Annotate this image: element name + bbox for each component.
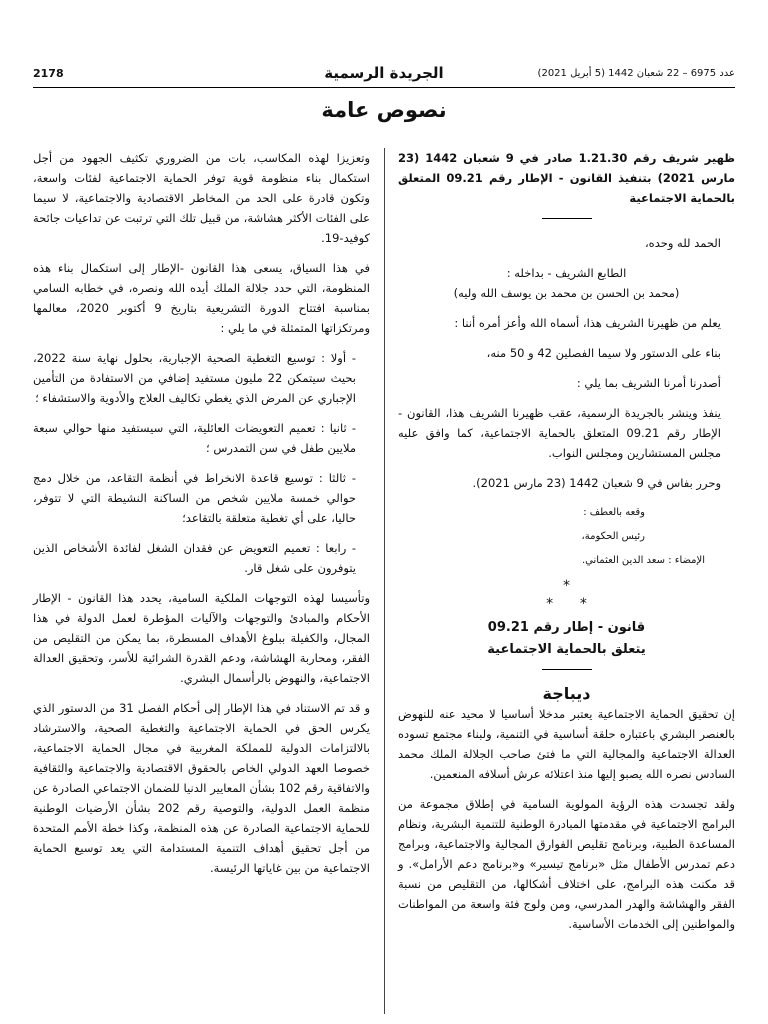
- issue-info: عدد 6975 – 22 شعبان 1442 (5 أبريل 2021): [537, 68, 735, 79]
- right-column: [398, 148, 735, 944]
- body-paragraph-1: وتعزيزا لهذه المكاسب، بات من الضروري تكثيف الجهود من أجل استكمال بناء منظومة قوية توفر الحماية الاجتماعية لفئات واسعة، وتكون قادرة على الحد من المخاطر الاقتصادية والاجتماعية، لا سيما على الفئات الأكثر هشاشة، من قبيل تلك التي ترتبت عن تداعيات جائحة كوفيد-19.: [33, 151, 370, 245]
- body-paragraph-2: في هذا السياق، يسعى هذا القانون -الإطار إلى استكمال بناء هذه المنظومة، التي حدد جلالة الملك أيده الله ونصره، في خطابه السامي بمناسبة افتتاح الدورة التشريعية بتاريخ 9 أكتوبر 2020، معالمها ومرتكزاتها المتمثلة في ما يلي :: [33, 261, 370, 335]
- law-title: قانون - إطار رقم 09.21: [487, 620, 646, 635]
- header-rule: [33, 87, 735, 88]
- asterisk-top: *: [563, 578, 570, 594]
- preamble-heading: ديباجة: [542, 684, 591, 703]
- bullet-item-1: - أولا : توسيع التغطية الصحية الإجبارية، بحلول نهاية سنة 2022، بحيث سيتمكن 22 مليون مستفيد إضافي من الاستفادة من التأمين الإجباري عن المرض الذي يغطي تكاليف العلاج والأدوية والاستشفاء ؛: [33, 351, 356, 405]
- page-header: [33, 64, 735, 84]
- seal-name: (محمد بن الحسن بن محمد بن يوسف الله وليه): [453, 286, 680, 300]
- pm-title: رئيس الحكومة،: [581, 531, 645, 542]
- gazette-title: الجريدة الرسمية: [324, 64, 444, 82]
- basis-line: بناء على الدستور ولا سيما الفصلين 42 و 50 منه،: [486, 346, 721, 360]
- bullet-item-3: - ثالثا : توسيع قاعدة الانخراط في أنظمة التقاعد، من خلال دمج حوالي خمسة ملايين شخص من الساكنة النشيطة التي لا تتوفر، حاليا، على أي تغطية متعلقة بالتقاعد؛: [33, 471, 356, 525]
- bullet-item-4: - رابعا : تعميم التعويض عن فقدان الشغل لفائدة الأشخاص الذين يتوفرون على شغل قار.: [33, 541, 356, 575]
- preamble-paragraph-2: ولقد تجسدت هذه الرؤية المولوية السامية في إطلاق مجموعة من البرامج الاجتماعية في مقدمتها المبادرة الوطنية للتنمية البشرية، ونظام المساعدة الطبية، وبرنامج تقليص الفوارق المجالية والاجتماعية، وبرامج دعم تمدرس الأطفال مثل «برنامج تيسير» و«برنامج دعم الأرامل». و قد مكنت هذه البرامج، على اختلاف أشكالها، من التقليص من نسبة الفقر والهشاشة والهدر المدرسي، ومن ولوج فئة واسعة من المواطنات والمواطنين إلى الخدمات الأساسية.: [398, 797, 735, 931]
- done-at-line: وحرر بفاس في 9 شعبان 1442 (23 مارس 2021).: [472, 476, 721, 490]
- title-rule: [542, 218, 592, 219]
- asterisk-right: *: [546, 596, 554, 612]
- asterisk-left: *: [579, 596, 587, 612]
- countersign-label: وقعه بالعطف :: [583, 507, 645, 518]
- seal-label: الطابع الشريف - بداخله :: [506, 266, 627, 280]
- bullet-item-2: - ثانيا : تعميم التعويضات العائلية، التي سيستفيد منها حوالي سبعة ملايين طفل في سن التمدرس ؛: [33, 421, 356, 455]
- body-paragraph-3: وتأسيسا لهذه التوجهات الملكية السامية، يحدد هذا القانون - الإطار الأحكام والمبادئ والتوجهات والآليات المؤطرة لعمل الدولة في هذا المجال، والكفيلة ببلوغ الأهداف المسطرة، بما يمكن من التقليص من الفقر، ومحاربة الهشاشة، ودعم القدرة الشرائية للأسر، وتحقيق العدالة الاجتماعية، والنهوض بالرأسمال البشري.: [33, 591, 370, 685]
- announce-line: يعلم من ظهيرنا الشريف هذا، أسماه الله وأعز أمره أننا :: [454, 316, 721, 330]
- column-divider: [384, 148, 385, 1014]
- law-title-rule: [542, 669, 592, 670]
- left-column: [33, 148, 370, 888]
- section-title: نصوص عامة: [321, 98, 447, 122]
- dahir-title: ظهير شريف رقم 1.21.30 صادر في 9 شعبان 1442 (23 مارس 2021) بتنفيذ القانون - الإطار رقم 09.21 المتعلق بالحماية الاجتماعية: [398, 151, 735, 205]
- body-paragraph-4: و قد تم الاستناد في هذا الإطار إلى أحكام الفصل 31 من الدستور الذي يكرس الحق في الحماية الاجتماعية والتغطية الصحية، والاسترشاد بالالتزامات الدولية للمملكة المغربية في مجال الحماية الاجتماعية، خصوصا العهد الدولي الخاص بالحقوق الاقتصادية والاجتماعية والثقافية والاتفاقية رقم 102 بشأن المعايير الدنيا للضمان الاجتماعي الصادرة عن منظمة العمل الدولية، والتوصية رقم 202 بشأن الأرضيات الوطنية للحماية الاجتماعية الصادرة عن هذه المنظمة، وكذا خطة الأمم المتحدة من أجل تحقيق أهداف التنمية المستدامة التي يعد توسيع الحماية الاجتماعية من بين غاياتها الرئيسة.: [33, 701, 370, 875]
- preamble-paragraph-1: إن تحقيق الحماية الاجتماعية يعتبر مدخلا أساسيا لا محيد عنه للنهوض بالعنصر البشري باعتباره حلقة أساسية في التنمية، ولبناء مجتمع تسوده العدالة الاجتماعية والمجالية التي ما فتئ صاحب الجلالة الملك محمد السادس نصره الله يصبو إليها منذ اعتلائه عرش أسلافه المنعمين.: [398, 707, 735, 781]
- enact-paragraph: ينفذ وينشر بالجريدة الرسمية، عقب ظهيرنا الشريف هذا، القانون - الإطار رقم 09.21 المتعلق بالحماية الاجتماعية، كما وافق عليه مجلس المستشارين ومجلس النواب.: [398, 406, 721, 460]
- law-subtitle: يتعلق بالحماية الاجتماعية: [487, 642, 646, 657]
- signature-line: الإمضاء : سعد الدين العثماني.: [581, 555, 705, 566]
- ordered-line: أصدرنا أمرنا الشريف بما يلي :: [576, 376, 721, 390]
- page-number: 2178: [33, 67, 64, 80]
- praise-line: الحمد لله وحده،: [644, 236, 721, 250]
